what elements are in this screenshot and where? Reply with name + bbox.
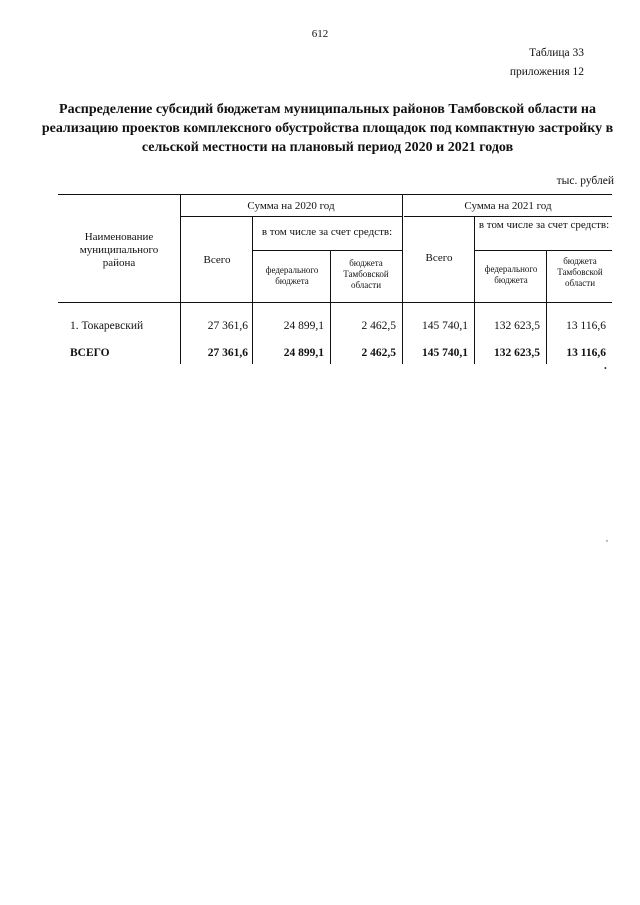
header-including-2021: в том числе за счет средств:: [478, 219, 610, 231]
row-regional-2021: 13 116,6: [566, 320, 606, 332]
total-label: ВСЕГО: [70, 347, 110, 359]
header-bottom-border: [58, 302, 612, 303]
row-regional-2020: 2 462,5: [361, 320, 396, 332]
header-regional-2020: бюджета Тамбовской области: [343, 258, 389, 290]
document-title: Распределение субсидий бюджетам муниципальных районов Тамбовской области на реализацию проектов комплексного обустройства площадок под компактную застройку в сельской местности на плановый период 2020 и 2021 годов: [41, 102, 614, 155]
scan-speck: ,: [606, 534, 608, 543]
col-sep-4: [402, 194, 403, 364]
header-including-2020: в том числе за счет средств:: [261, 226, 393, 238]
table-top-border: [58, 194, 612, 195]
rule-2021-including: [474, 250, 612, 251]
page-number: 612: [311, 28, 329, 40]
total-regional-2021: 13 116,6: [566, 347, 606, 359]
header-year-2021: Сумма на 2021 год: [464, 200, 552, 212]
header-total-2021: Всего: [425, 252, 453, 264]
total-federal-2021: 132 623,5: [494, 347, 540, 359]
header-year-2020: Сумма на 2020 год: [247, 200, 335, 212]
col-sep-1: [180, 194, 181, 364]
rule-2021-group: [404, 216, 612, 217]
col-sep-2: [252, 216, 253, 364]
col-sep-6: [546, 250, 547, 364]
col-sep-5: [474, 216, 475, 364]
row-federal-2021: 132 623,5: [494, 320, 540, 332]
row-total-2020: 27 361,6: [207, 320, 248, 332]
total-regional-2020: 2 462,5: [361, 347, 396, 359]
header-district-name: Наименование муниципального района: [79, 231, 159, 269]
rule-2020-including: [252, 250, 402, 251]
table-caption-number: Таблица 33: [529, 47, 584, 59]
header-regional-2021: бюджета Тамбовской области: [557, 256, 603, 288]
row-district-name: 1. Токаревский: [70, 320, 144, 332]
scan-speck: •: [604, 364, 607, 373]
header-total-2020: Всего: [203, 254, 231, 266]
row-federal-2020: 24 899,1: [283, 320, 324, 332]
units-label: тыс. рублей: [556, 175, 614, 187]
total-2021: 145 740,1: [422, 347, 468, 359]
table-caption-appendix: приложения 12: [509, 66, 584, 78]
col-sep-3: [330, 250, 331, 364]
rule-2020-group: [180, 216, 402, 217]
total-federal-2020: 24 899,1: [283, 347, 324, 359]
header-federal-2020: федерального бюджета: [265, 265, 319, 286]
row-total-2021: 145 740,1: [422, 320, 468, 332]
header-federal-2021: федерального бюджета: [484, 264, 538, 285]
total-2020: 27 361,6: [207, 347, 248, 359]
